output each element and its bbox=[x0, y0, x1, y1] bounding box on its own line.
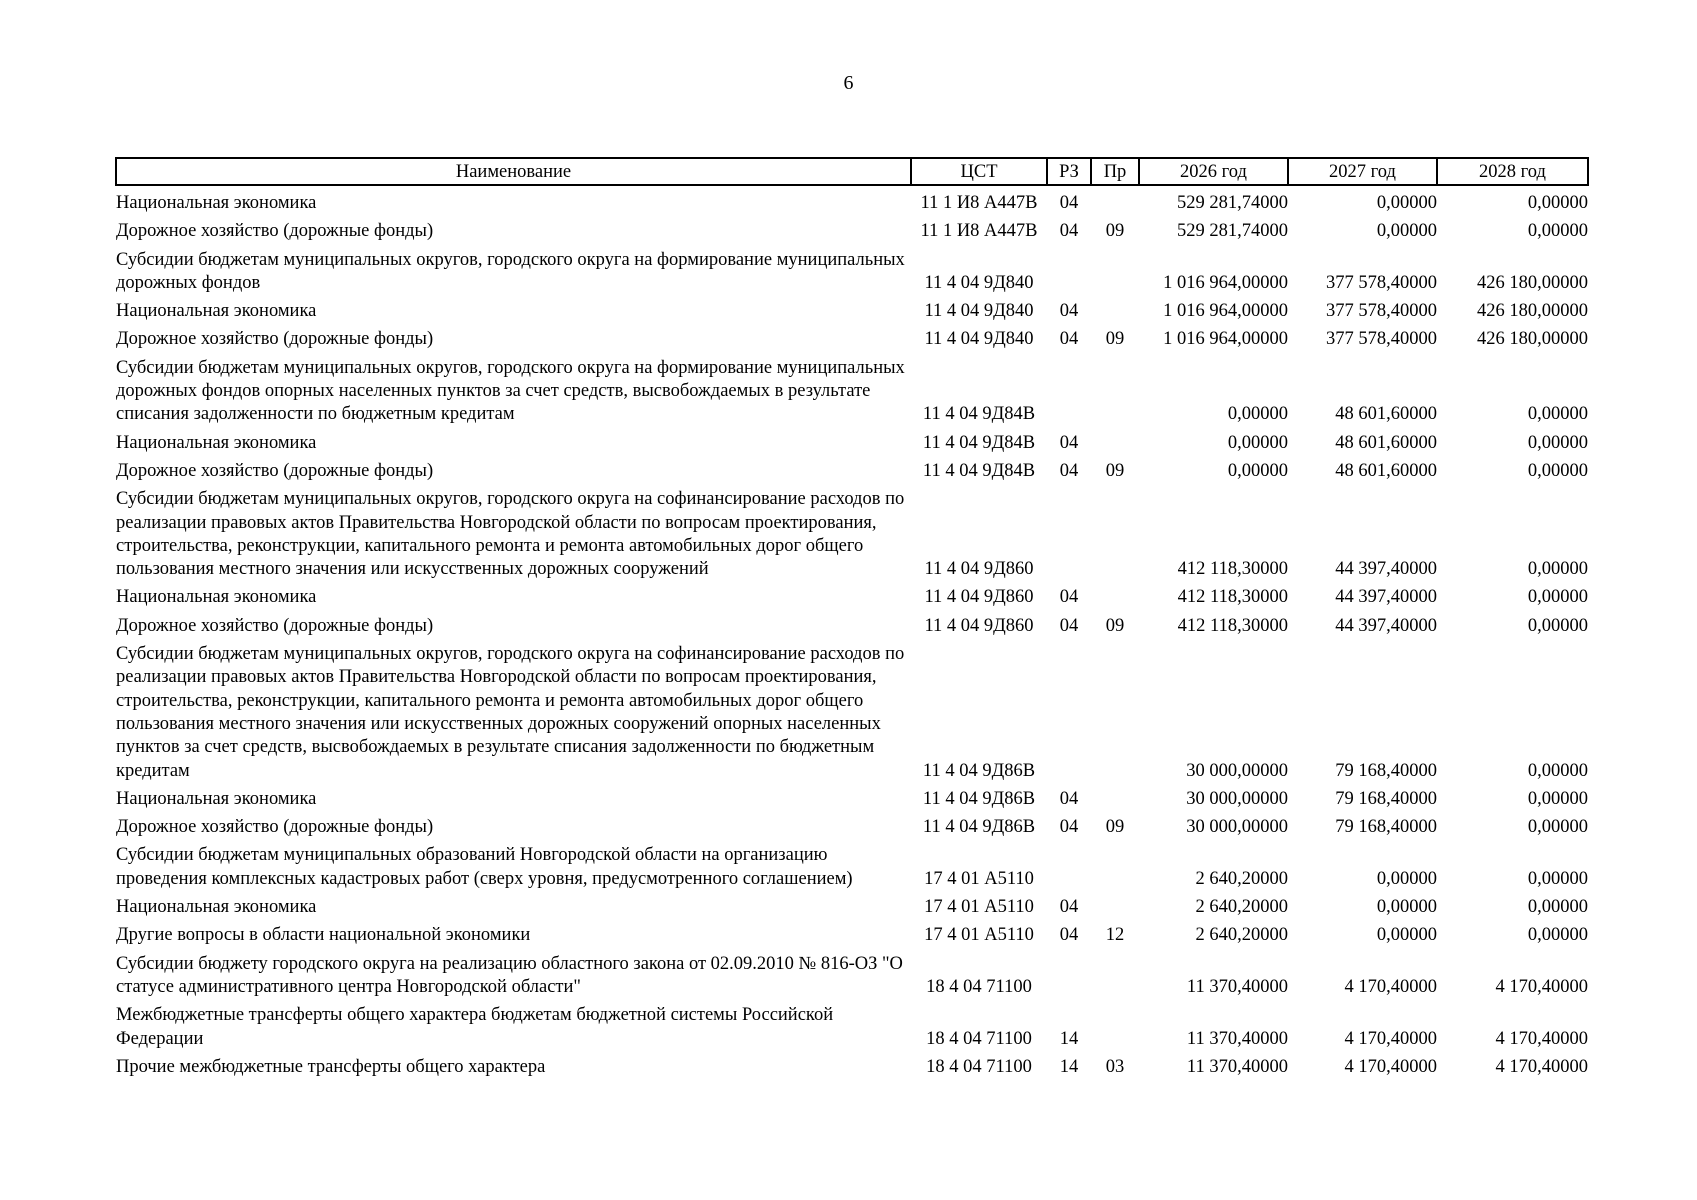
row-value-2027: 377 578,40000 bbox=[1326, 329, 1437, 350]
row-value-2028: 0,00000 bbox=[1527, 221, 1588, 242]
row-value-2027: 377 578,40000 bbox=[1326, 301, 1437, 322]
header-year-2026: 2026 год bbox=[1139, 158, 1288, 185]
row-rz: 04 bbox=[1059, 788, 1079, 809]
table-body bbox=[116, 185, 1588, 1079]
row-value-2026: 529 281,74000 bbox=[1177, 193, 1288, 213]
table-row bbox=[116, 783, 1588, 811]
page-number: 6 bbox=[843, 72, 854, 94]
row-cst: 11 4 04 9Д86В bbox=[922, 817, 1036, 838]
row-value-2028: 0,00000 bbox=[1527, 559, 1588, 580]
row-pr: 09 bbox=[1105, 615, 1125, 636]
row-value-2026: 11 370,40000 bbox=[1186, 976, 1288, 997]
row-rz: 04 bbox=[1059, 193, 1079, 213]
row-value-2028: 0,00000 bbox=[1527, 788, 1588, 809]
row-rz bbox=[1047, 638, 1091, 783]
row-name: Другие вопросы в области национальной экономики bbox=[116, 925, 531, 946]
row-cst: 18 4 04 71100 bbox=[926, 976, 1032, 997]
row-value-2027: 44 397,40000 bbox=[1335, 559, 1437, 580]
row-value-2026: 2 640,20000 bbox=[1195, 897, 1288, 918]
row-value-2027: 48 601,60000 bbox=[1335, 432, 1437, 453]
row-name: Национальная экономика bbox=[116, 432, 317, 453]
row-cst: 11 4 04 9Д840 bbox=[924, 272, 1034, 293]
row-value-2026: 529 281,74000 bbox=[1177, 221, 1288, 242]
row-name: Дорожное хозяйство (дорожные фонды) bbox=[116, 615, 434, 636]
row-value-2028: 0,00000 bbox=[1527, 897, 1588, 918]
row-value-2027: 4 170,40000 bbox=[1344, 976, 1437, 997]
row-rz: 04 bbox=[1059, 615, 1079, 636]
row-name: Субсидии бюджетам муниципальных округов, городского округа на формирование муниципальных дорожных фондов опорных населенных пунктов за счет средств, высвобождаемых в результате списания задолженности по бюджетным кредитам bbox=[116, 357, 905, 425]
row-cst: 11 1 И8 А447В bbox=[920, 193, 1038, 213]
row-name: Дорожное хозяйство (дорожные фонды) bbox=[116, 221, 434, 242]
row-value-2028: 0,00000 bbox=[1527, 432, 1588, 453]
header-rz: РЗ bbox=[1047, 158, 1091, 185]
row-pr bbox=[1091, 427, 1139, 455]
row-pr bbox=[1091, 295, 1139, 323]
row-name: Субсидии бюджетам муниципальных округов, городского округа на формирование муниципальных дорожных фондов bbox=[116, 249, 905, 293]
row-rz bbox=[1047, 483, 1091, 581]
row-value-2026: 0,00000 bbox=[1227, 432, 1288, 453]
table-row bbox=[116, 215, 1588, 243]
row-pr bbox=[1091, 352, 1139, 427]
row-rz: 04 bbox=[1059, 925, 1079, 946]
row-value-2027: 0,00000 bbox=[1376, 897, 1437, 918]
table-row bbox=[116, 999, 1588, 1051]
row-cst: 11 4 04 9Д860 bbox=[924, 615, 1034, 636]
row-value-2028: 0,00000 bbox=[1527, 404, 1588, 425]
row-value-2026: 412 118,30000 bbox=[1177, 615, 1288, 636]
row-value-2027: 0,00000 bbox=[1376, 925, 1437, 946]
row-pr bbox=[1091, 783, 1139, 811]
row-pr bbox=[1091, 839, 1139, 891]
row-rz: 04 bbox=[1059, 432, 1079, 453]
row-rz: 14 bbox=[1059, 1028, 1079, 1049]
row-value-2026: 0,00000 bbox=[1227, 404, 1288, 425]
row-name: Национальная экономика bbox=[116, 897, 317, 918]
row-value-2027: 0,00000 bbox=[1376, 868, 1437, 889]
row-value-2027: 44 397,40000 bbox=[1335, 587, 1437, 608]
row-cst: 17 4 01 А5110 bbox=[924, 868, 1034, 889]
table-row bbox=[116, 919, 1588, 947]
row-cst: 11 4 04 9Д860 bbox=[924, 559, 1034, 580]
header-year-2028: 2028 год bbox=[1437, 158, 1588, 185]
row-cst: 11 4 04 9Д860 bbox=[924, 587, 1034, 608]
row-value-2027: 377 578,40000 bbox=[1326, 272, 1437, 293]
row-rz: 04 bbox=[1059, 817, 1079, 838]
row-value-2026: 1 016 964,00000 bbox=[1163, 301, 1288, 322]
row-name: Национальная экономика bbox=[116, 788, 317, 809]
row-name: Национальная экономика bbox=[116, 301, 317, 322]
row-pr: 09 bbox=[1105, 817, 1125, 838]
row-rz: 04 bbox=[1059, 460, 1079, 481]
budget-table bbox=[115, 157, 1589, 1079]
row-pr: 09 bbox=[1105, 221, 1125, 242]
row-value-2026: 412 118,30000 bbox=[1177, 587, 1288, 608]
row-value-2026: 0,00000 bbox=[1227, 460, 1288, 481]
row-value-2027: 48 601,60000 bbox=[1335, 460, 1437, 481]
table-row bbox=[116, 638, 1588, 783]
row-rz: 04 bbox=[1059, 301, 1079, 322]
row-value-2028: 0,00000 bbox=[1527, 817, 1588, 838]
row-name: Дорожное хозяйство (дорожные фонды) bbox=[116, 460, 434, 481]
row-pr bbox=[1091, 483, 1139, 581]
row-name: Национальная экономика bbox=[116, 587, 317, 608]
row-value-2027: 0,00000 bbox=[1376, 221, 1437, 242]
row-value-2026: 30 000,00000 bbox=[1186, 788, 1288, 809]
row-name: Прочие межбюджетные трансферты общего характера bbox=[116, 1056, 546, 1077]
row-cst: 11 1 И8 А447В bbox=[920, 221, 1038, 242]
row-rz bbox=[1047, 352, 1091, 427]
row-pr: 12 bbox=[1105, 925, 1125, 946]
row-name: Межбюджетные трансферты общего характера бюджетам бюджетной системы Российской Федерации bbox=[116, 1005, 834, 1049]
row-pr bbox=[1091, 891, 1139, 919]
table-row bbox=[116, 352, 1588, 427]
row-pr: 09 bbox=[1105, 329, 1125, 350]
row-value-2028: 4 170,40000 bbox=[1495, 976, 1588, 997]
table-row bbox=[116, 244, 1588, 296]
row-value-2028: 426 180,00000 bbox=[1477, 272, 1588, 293]
row-cst: 11 4 04 9Д84В bbox=[922, 460, 1036, 481]
row-value-2027: 48 601,60000 bbox=[1335, 404, 1437, 425]
row-value-2026: 11 370,40000 bbox=[1186, 1028, 1288, 1049]
row-pr bbox=[1091, 948, 1139, 1000]
header-pr: Пр bbox=[1091, 158, 1139, 185]
row-name: Субсидии бюджетам муниципальных образований Новгородской области на организацию проведения комплексных кадастровых работ (сверх уровня, предусмотренного соглашением) bbox=[116, 845, 853, 889]
row-rz: 04 bbox=[1059, 587, 1079, 608]
row-value-2027: 4 170,40000 bbox=[1344, 1028, 1437, 1049]
row-value-2026: 30 000,00000 bbox=[1186, 817, 1288, 838]
row-cst: 18 4 04 71100 bbox=[926, 1028, 1032, 1049]
row-value-2028: 0,00000 bbox=[1527, 760, 1588, 781]
row-cst: 18 4 04 71100 bbox=[926, 1056, 1032, 1077]
row-cst: 11 4 04 9Д840 bbox=[924, 301, 1034, 322]
table-header bbox=[116, 158, 1588, 185]
row-value-2026: 30 000,00000 bbox=[1186, 760, 1288, 781]
row-value-2027: 4 170,40000 bbox=[1344, 1056, 1437, 1077]
row-value-2027: 44 397,40000 bbox=[1335, 615, 1437, 636]
row-pr bbox=[1091, 185, 1139, 215]
row-pr bbox=[1091, 999, 1139, 1051]
row-value-2026: 412 118,30000 bbox=[1177, 559, 1288, 580]
table-row bbox=[116, 610, 1588, 638]
row-cst: 11 4 04 9Д84В bbox=[922, 404, 1036, 425]
row-value-2028: 0,00000 bbox=[1527, 460, 1588, 481]
row-name: Дорожное хозяйство (дорожные фонды) bbox=[116, 817, 434, 838]
table-row bbox=[116, 427, 1588, 455]
row-cst: 11 4 04 9Д840 bbox=[924, 329, 1034, 350]
table-row bbox=[116, 891, 1588, 919]
row-value-2028: 426 180,00000 bbox=[1477, 301, 1588, 322]
table-row bbox=[116, 948, 1588, 1000]
row-value-2026: 1 016 964,00000 bbox=[1163, 329, 1288, 350]
row-rz: 04 bbox=[1059, 329, 1079, 350]
row-pr bbox=[1091, 581, 1139, 609]
row-value-2028: 0,00000 bbox=[1527, 868, 1588, 889]
row-rz: 14 bbox=[1059, 1056, 1079, 1077]
header-year-2027: 2027 год bbox=[1288, 158, 1437, 185]
row-value-2028: 0,00000 bbox=[1527, 925, 1588, 946]
row-name: Субсидии бюджетам муниципальных округов, городского округа на софинансирование расходов по реализации правовых актов Правительства Новгородской области по вопросам проектирования, строительства, реконструкции, капитального ремонта и ремонта автомобильных дорог общего пользования местного значения или искусственных дорожных сооружений bbox=[116, 489, 905, 580]
table-row bbox=[116, 581, 1588, 609]
row-value-2026: 1 016 964,00000 bbox=[1163, 272, 1288, 293]
table-row bbox=[116, 295, 1588, 323]
table-row bbox=[116, 185, 1588, 215]
table-row bbox=[116, 811, 1588, 839]
row-value-2027: 79 168,40000 bbox=[1335, 760, 1437, 781]
row-value-2026: 2 640,20000 bbox=[1195, 925, 1288, 946]
row-value-2028: 4 170,40000 bbox=[1495, 1056, 1588, 1077]
row-value-2028: 4 170,40000 bbox=[1495, 1028, 1588, 1049]
table-row bbox=[116, 483, 1588, 581]
row-value-2027: 79 168,40000 bbox=[1335, 788, 1437, 809]
row-value-2026: 11 370,40000 bbox=[1186, 1056, 1288, 1077]
row-pr bbox=[1091, 638, 1139, 783]
table-row bbox=[116, 839, 1588, 891]
row-pr bbox=[1091, 244, 1139, 296]
row-value-2028: 426 180,00000 bbox=[1477, 329, 1588, 350]
table-row bbox=[116, 455, 1588, 483]
row-cst: 11 4 04 9Д86В bbox=[922, 760, 1036, 781]
row-rz: 04 bbox=[1059, 221, 1079, 242]
row-rz bbox=[1047, 244, 1091, 296]
row-name: Субсидии бюджетам муниципальных округов, городского округа на софинансирование расходов по реализации правовых актов Правительства Новгородской области по вопросам проектирования, строительства, реконструкции, капитального ремонта и ремонта автомобильных дорог общего пользования местного значения или искусственных дорожных сооружений опорных населенных пунктов за счет средств, высвобождаемых в результате списания задолженности по бюджетным кредитам bbox=[116, 644, 905, 781]
header-row bbox=[116, 158, 1588, 185]
row-name: Субсидии бюджету городского округа на реализацию областного закона от 02.09.2010 № 816-ОЗ "О статусе административного центра Новгородской области" bbox=[116, 953, 903, 997]
row-name: Дорожное хозяйство (дорожные фонды) bbox=[116, 329, 434, 350]
row-value-2028: 0,00000 bbox=[1527, 587, 1588, 608]
row-value-2028: 0,00000 bbox=[1527, 615, 1588, 636]
row-name: Национальная экономика bbox=[116, 193, 317, 213]
row-value-2026: 2 640,20000 bbox=[1195, 868, 1288, 889]
row-pr: 09 bbox=[1105, 460, 1125, 481]
row-cst: 17 4 01 А5110 bbox=[924, 925, 1034, 946]
row-value-2028: 0,00000 bbox=[1527, 193, 1588, 213]
header-cst: ЦСТ bbox=[911, 158, 1047, 185]
row-cst: 17 4 01 А5110 bbox=[924, 897, 1034, 918]
table-row bbox=[116, 1051, 1588, 1079]
row-value-2027: 79 168,40000 bbox=[1335, 817, 1437, 838]
row-cst: 11 4 04 9Д86В bbox=[922, 788, 1036, 809]
row-cst: 11 4 04 9Д84В bbox=[922, 432, 1036, 453]
row-rz bbox=[1047, 948, 1091, 1000]
table-row bbox=[116, 323, 1588, 351]
row-value-2027: 0,00000 bbox=[1376, 193, 1437, 213]
row-rz bbox=[1047, 839, 1091, 891]
row-rz: 04 bbox=[1059, 897, 1079, 918]
row-pr: 03 bbox=[1105, 1056, 1125, 1077]
header-name: Наименование bbox=[116, 158, 911, 185]
